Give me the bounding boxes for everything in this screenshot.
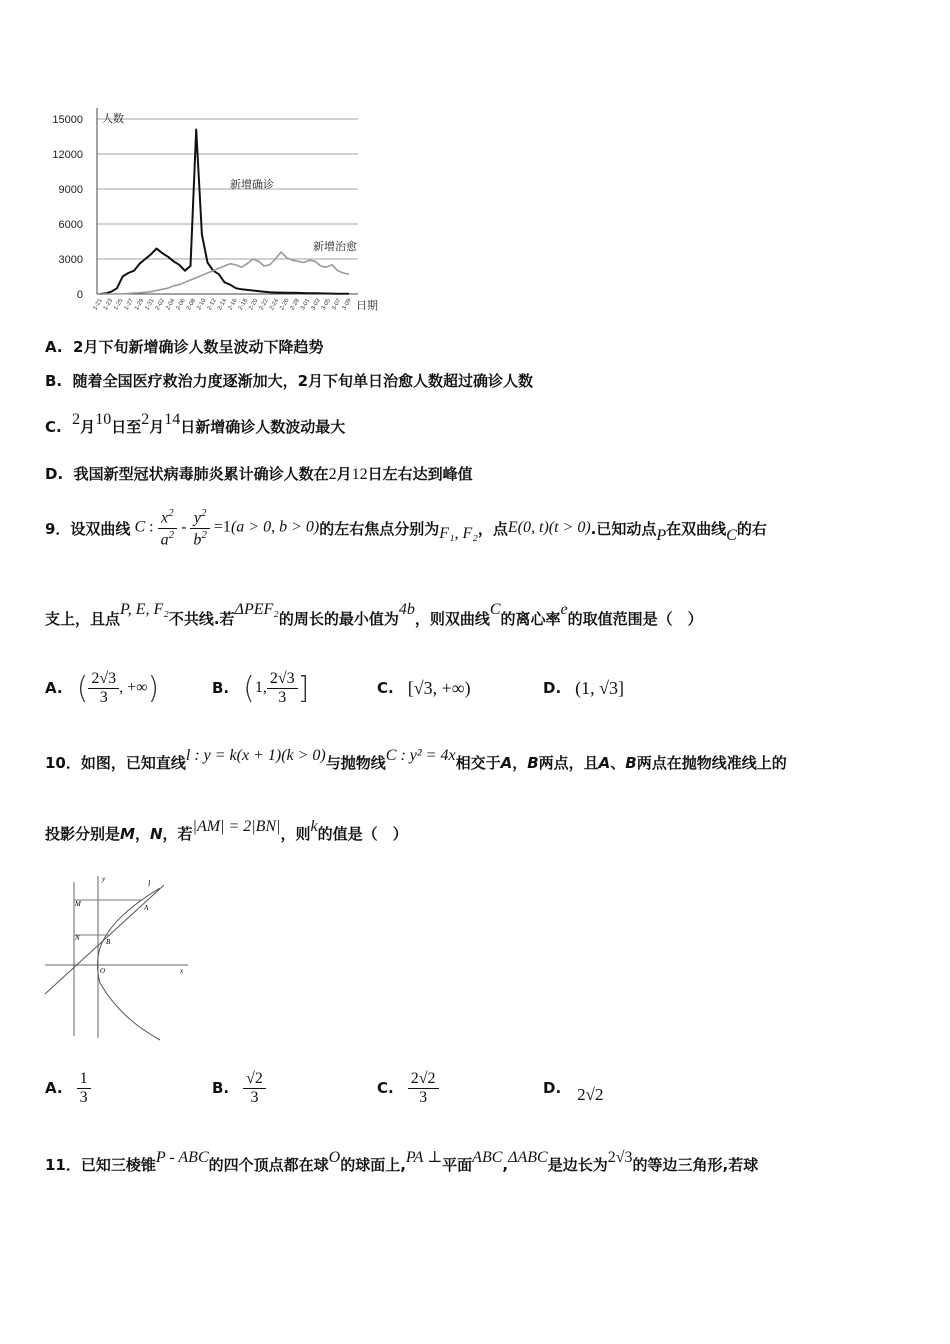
x-tick-label: 1-31 [144, 298, 156, 312]
q11-text: 的四个顶点都在球 [208, 1156, 329, 1174]
x-tick-label: 2-02 [154, 298, 166, 312]
series-label-confirmed: 新增确诊 [230, 179, 274, 191]
fraction: $\frac{2√3}{3}$ [88, 670, 119, 707]
option-letter: D. [45, 465, 64, 483]
paren-close: ] [297, 670, 310, 706]
series-label-cured: 新增治愈 [313, 241, 357, 253]
x-tick-label: 2-16 [227, 298, 239, 312]
y-tick-label: 3000 [58, 254, 83, 266]
q10-text: 相交于 [455, 754, 501, 772]
y-tick-label: 9000 [58, 184, 83, 196]
q11-text: 是边长为 [547, 1156, 608, 1174]
q10-condition: |AM| = 2|BN| [192, 818, 281, 835]
x-tick-label: 3-03 [310, 298, 322, 312]
q10-number: 10．如图，已知直线 [45, 754, 186, 772]
q10-line1: 10．如图，已知直线l : y = k(x + 1)(k > 0)与抛物线C : y² = 4x相交于A，B两点，且A、B两点在抛物线准线上的 [45, 747, 787, 772]
figure-label-m: M [75, 900, 81, 908]
q11-pyramid: P - ABC [155, 1149, 209, 1166]
q11-perp: PA ⊥ [405, 1149, 443, 1166]
option-part: 2 [141, 411, 150, 428]
option-part: 日新增确诊人数波动最大 [180, 418, 346, 436]
figure-label-b: B [106, 938, 111, 946]
option-letter: C. [377, 1079, 394, 1097]
option-part: 2 [328, 466, 337, 483]
q9-text: 在双曲线 [666, 519, 727, 538]
q10-text: ，则 [280, 825, 311, 843]
option-letter: D. [543, 679, 562, 697]
q9-text: ，点 [477, 519, 508, 538]
paren-open: ( [76, 670, 89, 706]
fraction: $\frac{2√3}{3}$ [267, 670, 298, 707]
x-tick-label: 1-23 [102, 298, 115, 312]
q10-b: B [527, 754, 539, 772]
q9-foci: F₁, F₂ [439, 525, 478, 542]
paren-open: ( [243, 670, 255, 706]
paren-close: ) [147, 670, 160, 706]
x-tick-label: 3-07 [331, 298, 343, 312]
option-part: 10 [95, 411, 112, 428]
q8-option-d [45, 463, 473, 484]
x-tick-label: 1-27 [123, 298, 135, 312]
q10-figure [40, 868, 200, 1043]
q9-line2 [45, 598, 703, 628]
chart-y-label: 人数 [102, 113, 124, 125]
q10-text: 两点，且 [538, 754, 599, 772]
q11-text: 平面 [442, 1156, 473, 1174]
q9-option-c [377, 655, 471, 721]
option-tail: , +∞ [119, 679, 148, 696]
figure-label-o: O [100, 967, 106, 975]
q9-option-a [45, 655, 159, 721]
q9-value: 4b [398, 601, 415, 618]
q9-hyperbola: C : $\frac{x^2}{a^2}$ - $\frac{y^2}{b^2}$ =1(a > 0, b > 0) [134, 507, 320, 548]
q11-text: 的等边三角形,若球 [632, 1156, 759, 1174]
q9-points: P, E, F₂ [120, 601, 169, 618]
q11-number: 11．已知三棱锥 [45, 1156, 156, 1174]
q9-point-p: P [656, 527, 667, 544]
q11-abc: ABC [472, 1149, 503, 1166]
q9-option-d [543, 655, 624, 721]
option-letter: B. [212, 1079, 230, 1097]
option-text: 2月下旬新增确诊人数呈波动下降趋势 [73, 338, 324, 356]
q9-text: 的取值范围是（ ） [567, 610, 703, 628]
x-tick-label: 2-20 [248, 298, 260, 312]
option-part: 我国新型冠状病毒肺炎累计确诊人数在 [73, 465, 329, 483]
option-part: 2 [72, 411, 81, 428]
q10-parabola: C : y² = 4x [385, 747, 456, 764]
option-part: 月 [80, 418, 96, 436]
figure-line-l [45, 885, 164, 994]
chart-y-ticks [52, 114, 83, 301]
x-tick-label: 2-22 [258, 298, 270, 312]
x-tick-label: 1-25 [113, 298, 125, 312]
q10-text: 与抛物线 [325, 754, 386, 772]
y-tick-label: 12000 [52, 149, 83, 161]
chart-x-label: 日期 [356, 300, 378, 312]
x-tick-label: 2-24 [268, 298, 281, 312]
fraction: $\frac{2√2}{3}$ [408, 1070, 439, 1107]
figure-label-n: N [75, 934, 80, 942]
option-letter: A. [45, 338, 63, 356]
option-letter: B. [45, 372, 63, 390]
x-tick-label: 2-14 [217, 298, 229, 312]
x-tick-label: 2-26 [279, 298, 291, 312]
q10-text: ，若 [162, 825, 193, 843]
q10-option-d [543, 1058, 604, 1118]
q9-point-e: E(0, t)(t > 0) [507, 519, 591, 536]
q9-text: 支上，且点 [45, 610, 121, 628]
x-tick-label: 2-18 [237, 298, 249, 312]
q9-text: 不共线.若 [168, 610, 235, 628]
series-line-cured [100, 252, 349, 294]
option-part: 12 [351, 466, 368, 483]
q10-option-b [212, 1058, 266, 1118]
x-tick-label: 1-29 [134, 298, 146, 312]
x-tick-label: 3-09 [341, 298, 353, 312]
q11-triangle: ΔABC [508, 1149, 548, 1166]
option-part: 日至 [111, 418, 142, 436]
q8-option-c [45, 408, 346, 436]
q10-text: 投影分别是 [45, 825, 121, 843]
x-tick-label: 2-12 [206, 298, 218, 312]
q10-text: 的值是（ ） [317, 825, 408, 843]
option-letter: A. [45, 679, 63, 697]
figure-label-x: x [180, 967, 184, 975]
q10-line-eq: l : y = k(x + 1)(k > 0) [185, 747, 326, 764]
fraction: $\frac{√2}{3}$ [243, 1070, 266, 1107]
q10-option-a [45, 1058, 91, 1118]
figure-label-a: A [144, 904, 149, 912]
q9-text: 的周长的最小值为 [278, 610, 399, 628]
q9-line1 [45, 500, 767, 556]
q11-text: 的球面上, [340, 1156, 406, 1174]
q9-text: 的离心率 [500, 610, 561, 628]
x-tick-label: 2-08 [185, 298, 198, 312]
q9-number: 9．设双曲线 [45, 519, 131, 538]
option-text: 2√2 [577, 1085, 604, 1104]
q11-length: 2√3 [607, 1149, 633, 1166]
option-text: (1, √3] [575, 677, 625, 698]
option-letter: A. [45, 1079, 63, 1097]
q10-a: A [500, 754, 513, 772]
q9-c2: C [489, 601, 501, 618]
q9-text: ，则双曲线 [414, 610, 490, 628]
fraction: $\frac{1}{3}$ [77, 1070, 91, 1107]
q9-text: 的左右焦点分别为 [319, 519, 440, 538]
option-letter: B. [212, 679, 230, 697]
option-letter: C. [377, 679, 394, 697]
option-head: 1, [254, 679, 267, 696]
q10-option-c [377, 1058, 439, 1118]
figure-parabola [98, 888, 161, 1040]
option-text: [√3, +∞) [407, 677, 471, 698]
chart-gridlines [97, 119, 358, 259]
q9-e: e [560, 601, 568, 618]
option-part: 日左右达到峰值 [367, 465, 473, 483]
x-tick-label: 2-10 [196, 298, 208, 312]
x-tick-label: 2-06 [175, 298, 187, 312]
q9-text: .已知动点 [590, 519, 657, 538]
figure-label-l: l [148, 879, 151, 888]
epidemic-line-chart [40, 100, 400, 320]
y-tick-label: 0 [76, 289, 83, 301]
q8-option-b [45, 370, 533, 391]
y-tick-label: 15000 [52, 114, 83, 126]
x-tick-label: 3-05 [320, 298, 332, 312]
q9-triangle: ΔPEF₂ [234, 601, 279, 618]
q10-line2: 投影分别是M，N，若|AM| = 2|BN|，则k的值是（ ） [45, 818, 408, 843]
option-letter: C. [45, 418, 62, 436]
q10-k: k [310, 818, 318, 835]
q9-option-b [212, 655, 309, 721]
x-tick-label: 1-21 [92, 298, 104, 312]
q11-line1: 11．已知三棱锥P - ABC的四个顶点都在球O的球面上,PA ⊥平面ABC,ΔABC是边长为2√3的等边三角形,若球 [45, 1149, 759, 1174]
q9-c: C [726, 527, 737, 544]
chart-x-ticks [93, 297, 354, 311]
x-tick-label: 3-01 [300, 298, 312, 312]
q8-option-a [45, 336, 324, 357]
x-tick-label: 2-04 [165, 298, 177, 312]
x-tick-label: 2-28 [289, 298, 301, 312]
q10-text: 两点在抛物线准线上的 [636, 754, 787, 772]
y-tick-label: 6000 [58, 219, 83, 231]
figure-label-y: y [102, 875, 106, 883]
option-letter: D. [543, 1079, 562, 1097]
option-part: 月 [149, 418, 165, 436]
option-part: 月 [336, 465, 352, 483]
option-text: 随着全国医疗救治力度逐渐加大，2月下旬单日治愈人数超过确诊人数 [72, 372, 534, 390]
option-part: 14 [164, 411, 181, 428]
q9-text: 的右 [736, 519, 767, 538]
q11-o: O [328, 1149, 341, 1166]
